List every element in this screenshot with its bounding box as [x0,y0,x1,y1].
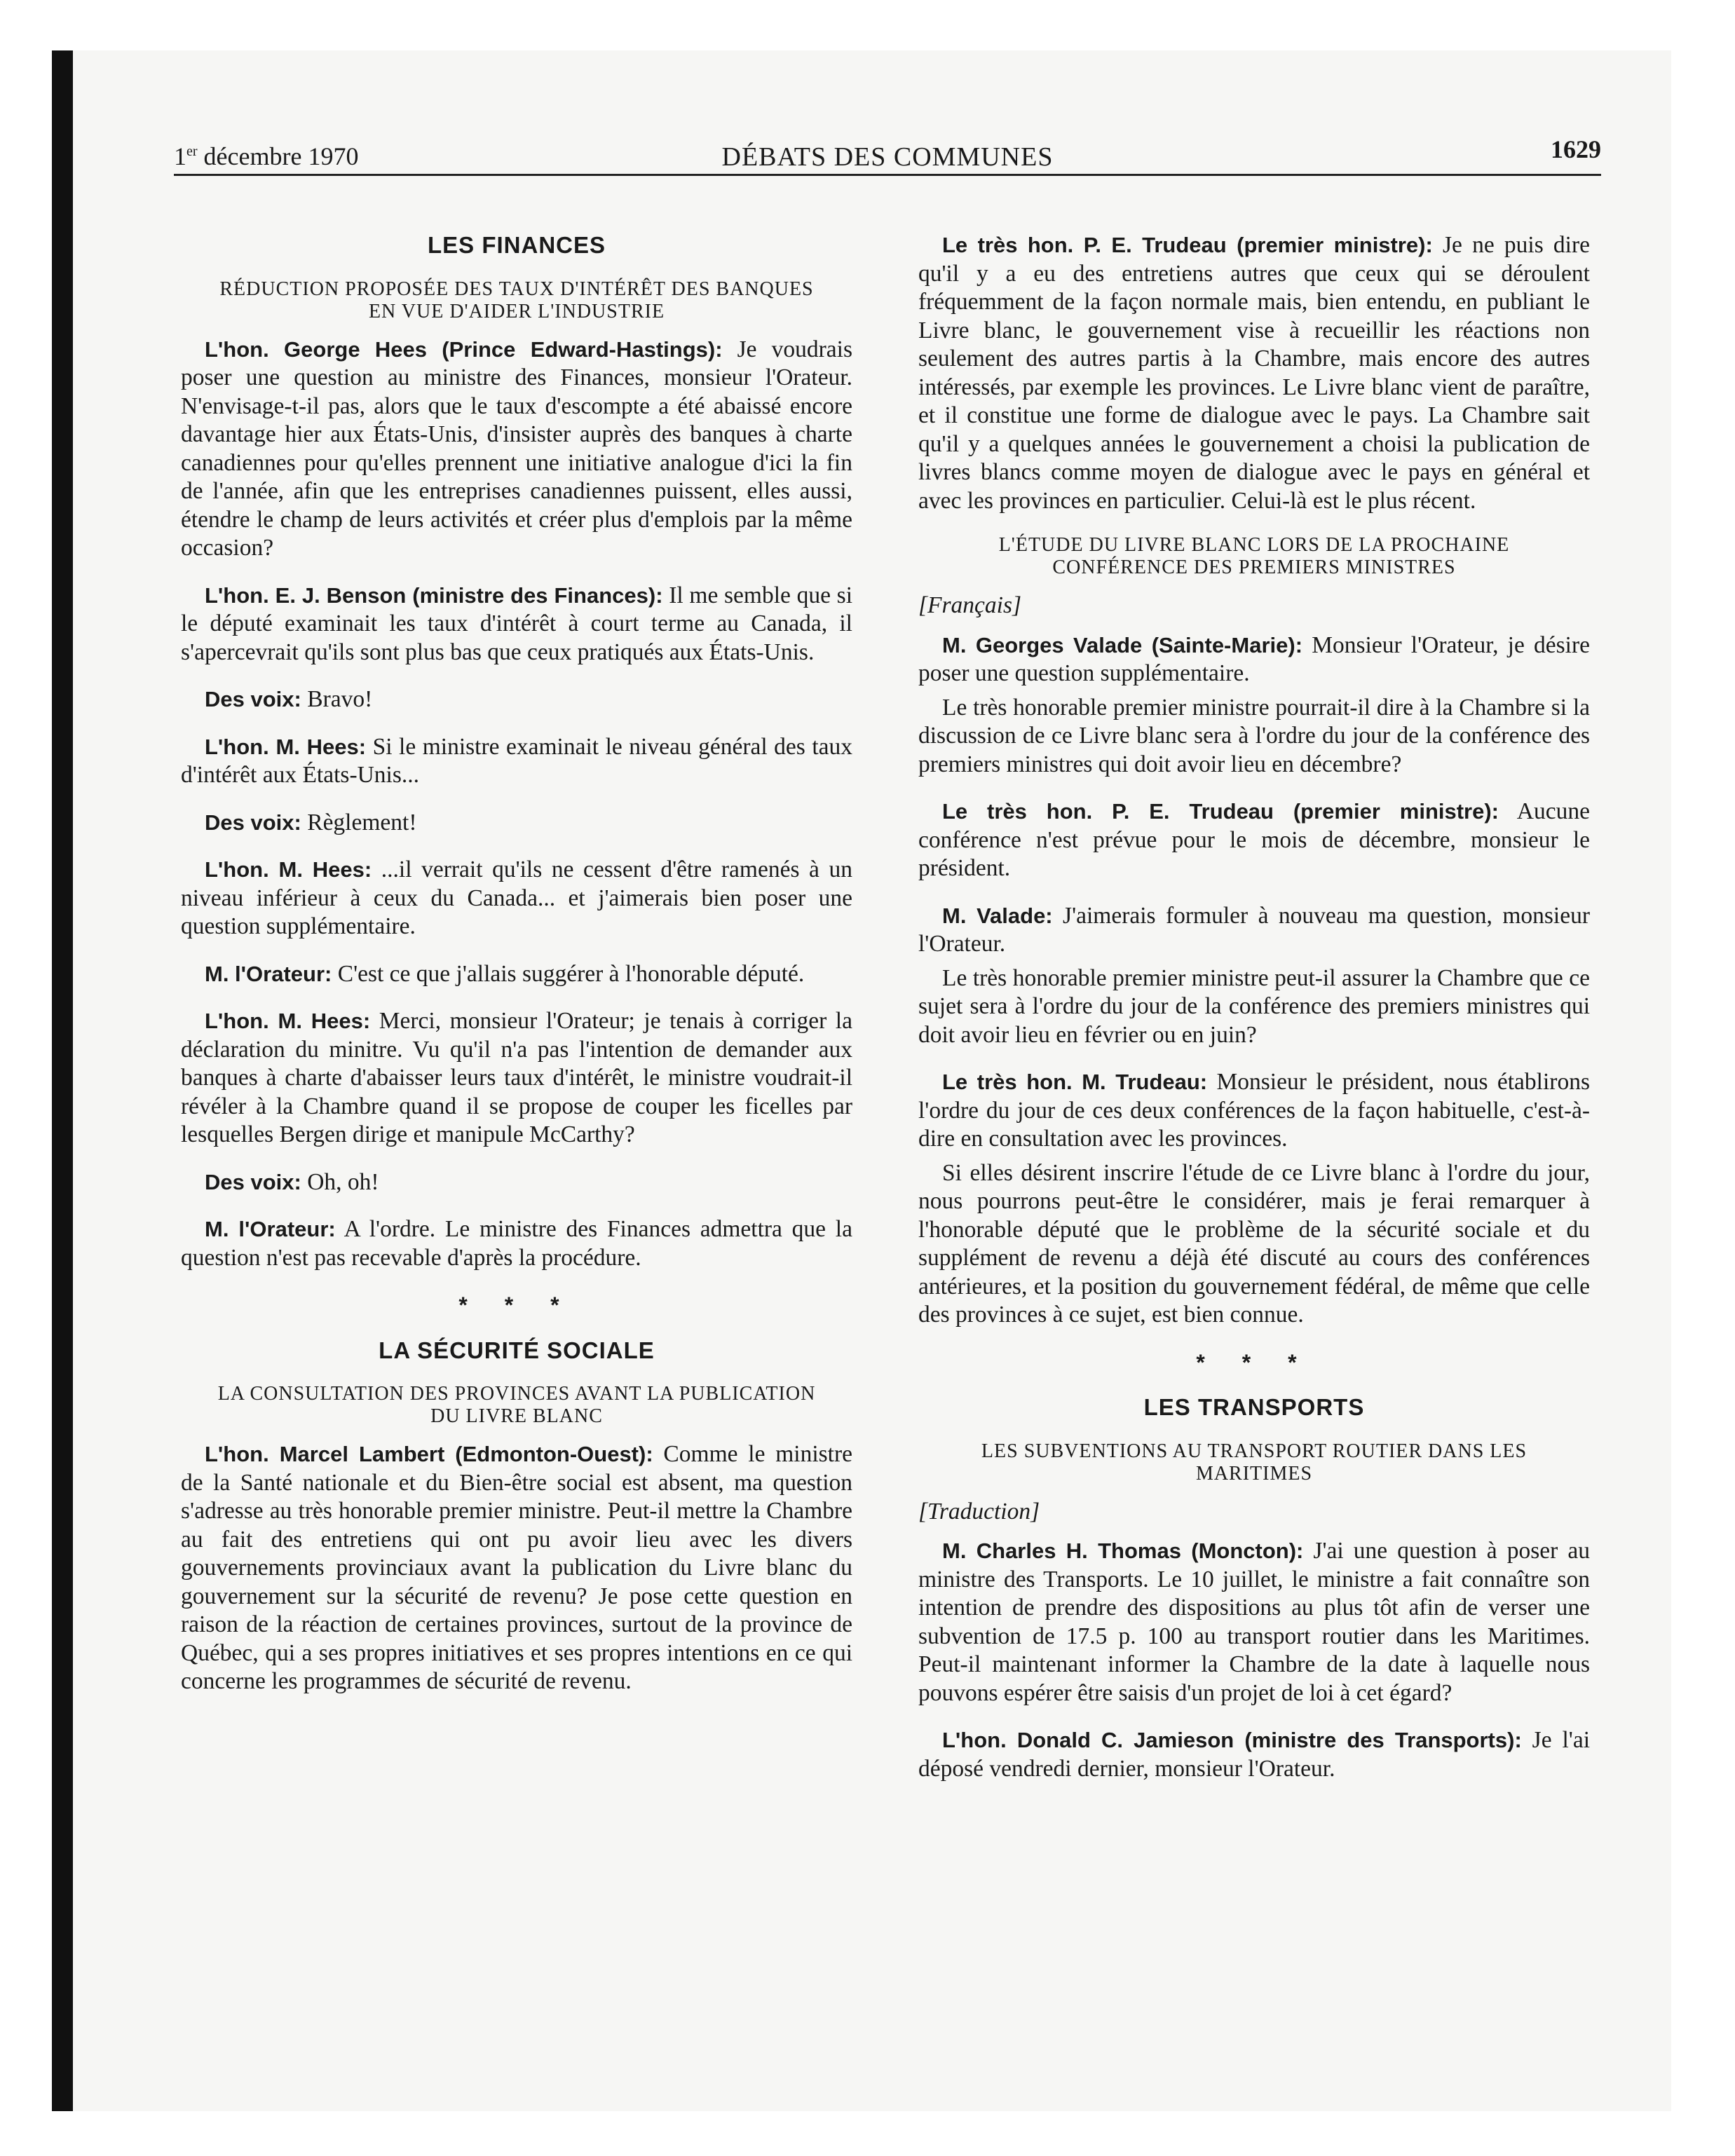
paragraph-trudeau-1 [918,231,1590,515]
speech-text: Règlement! [301,809,417,835]
paragraph-speaker-1 [181,960,852,989]
section-separator: * * * [1196,1349,1312,1375]
subheading-consultation: LA CONSULTATION DES PROVINCES AVANT LA PUBLICATION DU LIVRE BLANC [217,1383,816,1427]
speaker: Le très hon. M. Trudeau: [942,1070,1208,1094]
section-heading-social-security: LA SÉCURITÉ SOCIALE [379,1337,655,1363]
left-column [181,231,852,1715]
speaker: L'hon. M. Hees: [205,734,367,759]
subheading-road-subsidies: LES SUBVENTIONS AU TRANSPORT ROUTIER DANS LES MARITIMES [981,1440,1528,1485]
paragraph-valade-4: Le très honorable premier ministre peut-il assurer la Chambre que ce sujet sera à l'ordre du jour de la conférence des premiers ministres qui doit avoir lieu en février ou en juin? [918,964,1590,1048]
speech-text: A l'ordre. Le ministre des Finances admettra que la question n'est pas recevable d'après la procédure. [181,1216,852,1271]
speech-text: J'aimerais formuler à nouveau ma question, monsieur l'Orateur. [918,902,1591,957]
paragraph-lambert [181,1440,852,1696]
header-title: DÉBATS DES COMMUNES [721,142,1054,172]
section-separator: * * * [458,1292,575,1318]
paragraph-speaker-2 [181,1215,852,1272]
paragraph-trudeau-3 [918,1068,1590,1154]
speech-text: Il me semble que si le député examinait les taux d'intérêt à court terme au Canada, il s'apercevrait qu'ils sont plus bas que ceux pratiqués aux États-Unis. [181,582,853,665]
speaker: M. Charles H. Thomas (Moncton): [942,1538,1304,1563]
speech-text: Je ne puis dire qu'il y a eu des entretiens autres que ceux qui se déroulent fréquemment de la façon normale mais, bien entendu, en publiant le Livre blanc, le gouvernement vise à recueillir les réactions non seulement des autres partis à la Chambre, mais encore des autres intéressés, par exemple les provinces. Le Livre blanc vient de paraître, et il constitue une forme de dialogue avec le pays. La Chambre sait qu'il y a quelques années le gouvernement a choisi la publication de livres blancs comme moyen de dialogue avec le pays en général et avec les provinces en particulier. Celui-là est le plus récent. [918,232,1590,514]
language-marker-translation: [Traduction] [918,1498,1040,1524]
speech-text: Comme le ministre de la Santé nationale et du Bien-être social est absent, ma question s'adresse au très honorable premier ministre. Peut-il mettre la Chambre au fait des entretiens qui ont pu avoir lieu avec les divers gouvernements provinciaux avant la publication du Livre blanc du gouvernement sur la sécurité de revenu? Je pose cette question en raison de la réaction de certaines provinces, surtout de la province de Québec, qui a ses propres initiatives et ses propres intentions en ce qui concerne les programmes de sécurité de revenu. [181,1441,852,1694]
paragraph-voices-3 [181,1168,852,1197]
speaker: M. Valade: [942,903,1053,928]
subheading-interest-rates: RÉDUCTION PROPOSÉE DES TAUX D'INTÉRÊT DES BANQUES EN VUE D'AIDER L'INDUSTRIE [219,278,814,322]
speech-text: C'est ce que j'allais suggérer à l'honorable député. [332,960,805,987]
speaker: L'hon. E. J. Benson (ministre des Finances): [205,582,663,608]
paragraph-valade-1 [918,632,1590,688]
speaker: M. l'Orateur: [205,1217,336,1241]
paragraph-trudeau-2 [918,798,1590,883]
speaker: L'hon. George Hees (Prince Edward-Hastings): [205,336,723,362]
speech-text: J'ai une question à poser au ministre des Transports. Le 10 juillet, le ministre a fait connaître son intention de prendre des dispositions au plus tôt afin de verser une subvention de 17.5 p. 100 au transport routier dans les Maritimes. Peut-il maintenant informer la Chambre de la date à laquelle nous pouvons espérer être saisis d'un projet de loi à cet égard? [918,1538,1590,1706]
speech-text: Bravo! [301,686,373,712]
paragraph-voices-2 [181,809,852,838]
section-heading-transports: LES TRANSPORTS [1143,1394,1365,1420]
paragraph-hees-3 [181,856,852,941]
speech-text: Je l'ai déposé vendredi dernier, monsieur l'Orateur. [918,1727,1590,1782]
right-column [918,231,1590,1802]
paragraph-valade-3 [918,902,1590,959]
speaker: L'hon. M. Hees: [205,857,372,882]
header-date-sup: er [186,144,198,159]
language-marker-french: [Français] [918,592,1022,618]
speaker: Le très hon. P. E. Trudeau (premier ministre): [942,799,1499,824]
header-date-rest: décembre 1970 [203,142,359,170]
paragraph-benson [181,582,852,667]
scan-border [52,50,73,2111]
page-header [174,135,1601,176]
paragraph-trudeau-4: Si elles désirent inscrire l'étude de ce Livre blanc à l'ordre du jour, nous pourrons peut-être le considérer, mais je ferai remarquer à l'honorable député que le problème de la sécurité sociale et du supplément de revenu a déjà été discuté au cours des conférences antérieures, et la position du gouvernement fédéral, de même que celle des provinces à ce sujet, est bien connue. [918,1159,1590,1328]
subheading-white-paper-study: L'ÉTUDE DU LIVRE BLANC LORS DE LA PROCHAINE CONFÉRENCE DES PREMIERS MINISTRES [998,534,1510,578]
paragraph-thomas [918,1537,1590,1707]
header-date-day: 1 [174,142,186,170]
speech-text: Si le ministre examinait le niveau général des taux d'intérêt aux États-Unis... [181,733,852,788]
section-heading-finances: LES FINANCES [427,232,606,258]
page-number: 1629 [1551,135,1601,163]
speaker: L'hon. M. Hees: [205,1009,371,1033]
paragraph-valade-2: Le très honorable premier ministre pourrait-il dire à la Chambre si la discussion de ce Livre blanc sera à l'ordre du jour de la conférence des premiers ministres qui doit avoir lieu en décembre? [918,694,1590,777]
speaker: L'hon. Donald C. Jamieson (ministre des Transports): [942,1728,1522,1752]
speech-text: ...il verrait qu'ils ne cessent d'être ramenés à un niveau inférieur à ceux du Canada... et j'aimerais bien poser une question supplémentaire. [181,857,852,939]
paragraph-jamieson [918,1726,1590,1783]
speech-text: Merci, monsieur l'Orateur; je tenais à corriger la déclaration du minitre. Vu qu'il n'a pas l'intention de demander aux banques à charte d'abaisser leurs taux d'intérêt, le ministre voudrait-il révéler à la Chambre quand il se propose de couper les ficelles par lesquelles Bergen dirige et manipule McCarthy? [181,1008,852,1147]
speech-text: Je voudrais poser une question au ministre des Finances, monsieur l'Orateur. N'envisage-t-il pas, alors que le taux d'escompte a été abaissé encore davantage hier aux États-Unis, d'insister auprès des banques à charte canadiennes pour qu'elles prennent une initiative analogue d'ici la fin de l'année, afin que les entreprises canadiennes puissent, elles aussi, étendre le champ de leurs activités et créer plus d'emplois par la même occasion? [181,336,852,561]
speaker: Des voix: [205,687,301,711]
speaker: M. Georges Valade (Sainte-Marie): [942,632,1303,657]
speaker: M. l'Orateur: [205,961,332,986]
paragraph-hees-1 [181,336,852,563]
speaker: Des voix: [205,810,301,835]
speaker: Des voix: [205,1169,301,1194]
speaker: Le très hon. P. E. Trudeau (premier ministre): [942,233,1433,257]
speech-text: Oh, oh! [301,1168,379,1195]
paragraph-hees-4 [181,1007,852,1149]
speech-text: Aucune conférence n'est prévue pour le mois de décembre, monsieur le président. [918,798,1590,881]
speaker: L'hon. Marcel Lambert (Edmonton-Ouest): [205,1442,653,1466]
speech-text: Monsieur le président, nous établirons l'ordre du jour de ces deux conférences de la façon habituelle, c'est-à-dire en consultation avec les provinces. [918,1069,1590,1152]
paragraph-hees-2 [181,733,852,790]
speech-text: Monsieur l'Orateur, je désire poser une question supplémentaire. [918,632,1590,686]
paragraph-voices-1 [181,685,852,714]
